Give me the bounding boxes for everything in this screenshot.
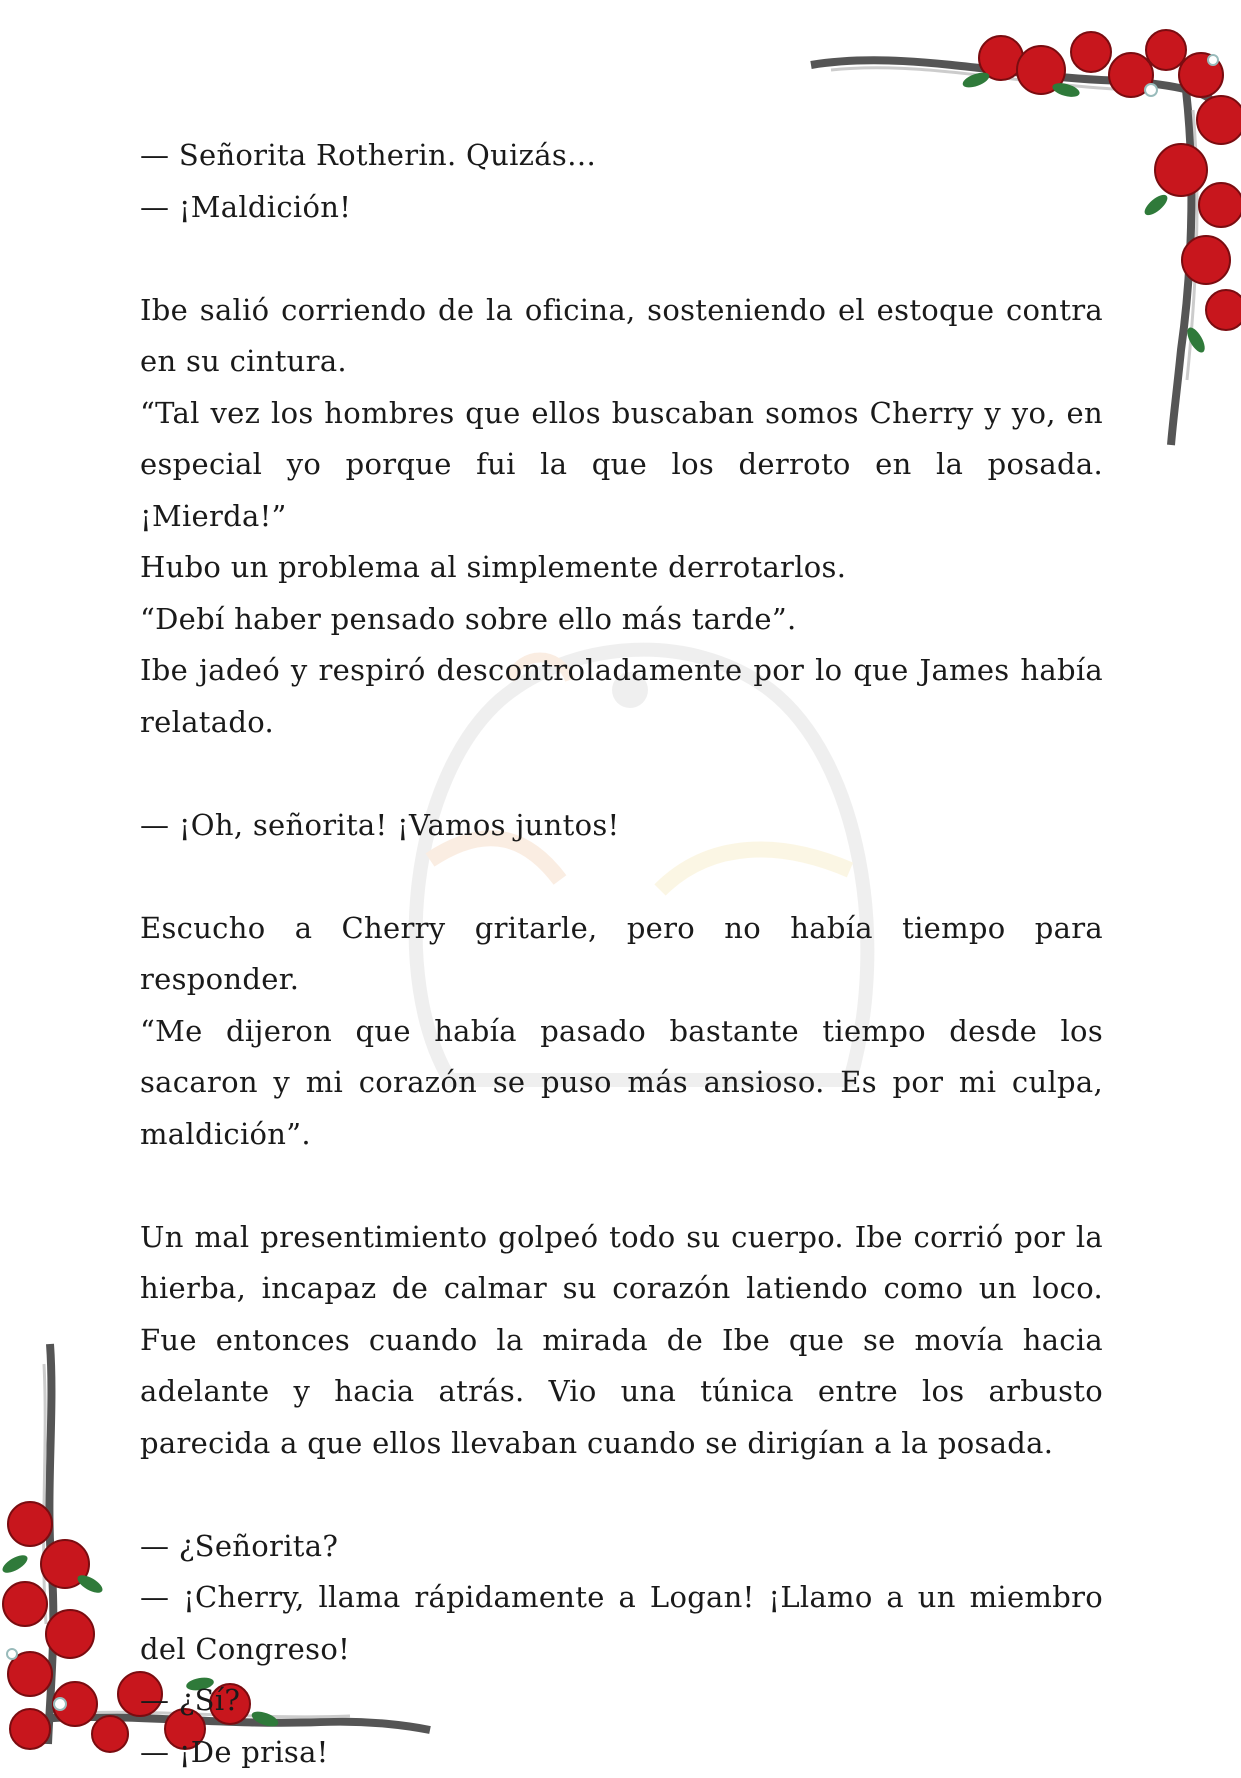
paragraph-spacer (140, 233, 1103, 285)
paragraph: Hubo un problema al simplemente derrotarlos. (140, 542, 1103, 594)
paragraph: — ¡Cherry, llama rápidamente a Logan! ¡Llamo a un miembro del Congreso! (140, 1572, 1103, 1675)
paragraph: — Señorita Rotherin. Quizás… (140, 130, 1103, 182)
paragraph: — ¡Maldición! (140, 182, 1103, 234)
paragraph: — ¡De prisa! (140, 1727, 1103, 1778)
document-body (140, 130, 1103, 1778)
paragraph-spacer (140, 748, 1103, 800)
paragraph: “Me dijeron que había pasado bastante tiempo desde los sacaron y mi corazón se puso más ansioso. Es por mi culpa, maldición”. (140, 1006, 1103, 1161)
paragraph: — ¿Sí? (140, 1675, 1103, 1727)
paragraph: Ibe jadeó y respiró descontroladamente por lo que James había relatado. (140, 645, 1103, 748)
paragraph-spacer (140, 1160, 1103, 1212)
paragraph: — ¿Señorita? (140, 1521, 1103, 1573)
paragraph-spacer (140, 851, 1103, 903)
paragraph: Escucho a Cherry gritarle, pero no había tiempo para responder. (140, 903, 1103, 1006)
paragraph: Ibe salió corriendo de la oficina, sosteniendo el estoque contra en su cintura. (140, 285, 1103, 388)
paragraph: “Debí haber pensado sobre ello más tarde”. (140, 594, 1103, 646)
paragraph: — ¡Oh, señorita! ¡Vamos juntos! (140, 800, 1103, 852)
paragraph-spacer (140, 1469, 1103, 1521)
paragraph: “Tal vez los hombres que ellos buscaban somos Cherry y yo, en especial yo porque fui la que los derroto en la posada. ¡Mierda!” (140, 388, 1103, 543)
paragraph: Un mal presentimiento golpeó todo su cuerpo. Ibe corrió por la hierba, incapaz de calmar su corazón latiendo como un loco. Fue entonces cuando la mirada de Ibe que se movía hacia adelante y hacia atrás. Vio una túnica entre los arbusto parecida a que ellos llevaban cuando se dirigían a la posada. (140, 1212, 1103, 1470)
